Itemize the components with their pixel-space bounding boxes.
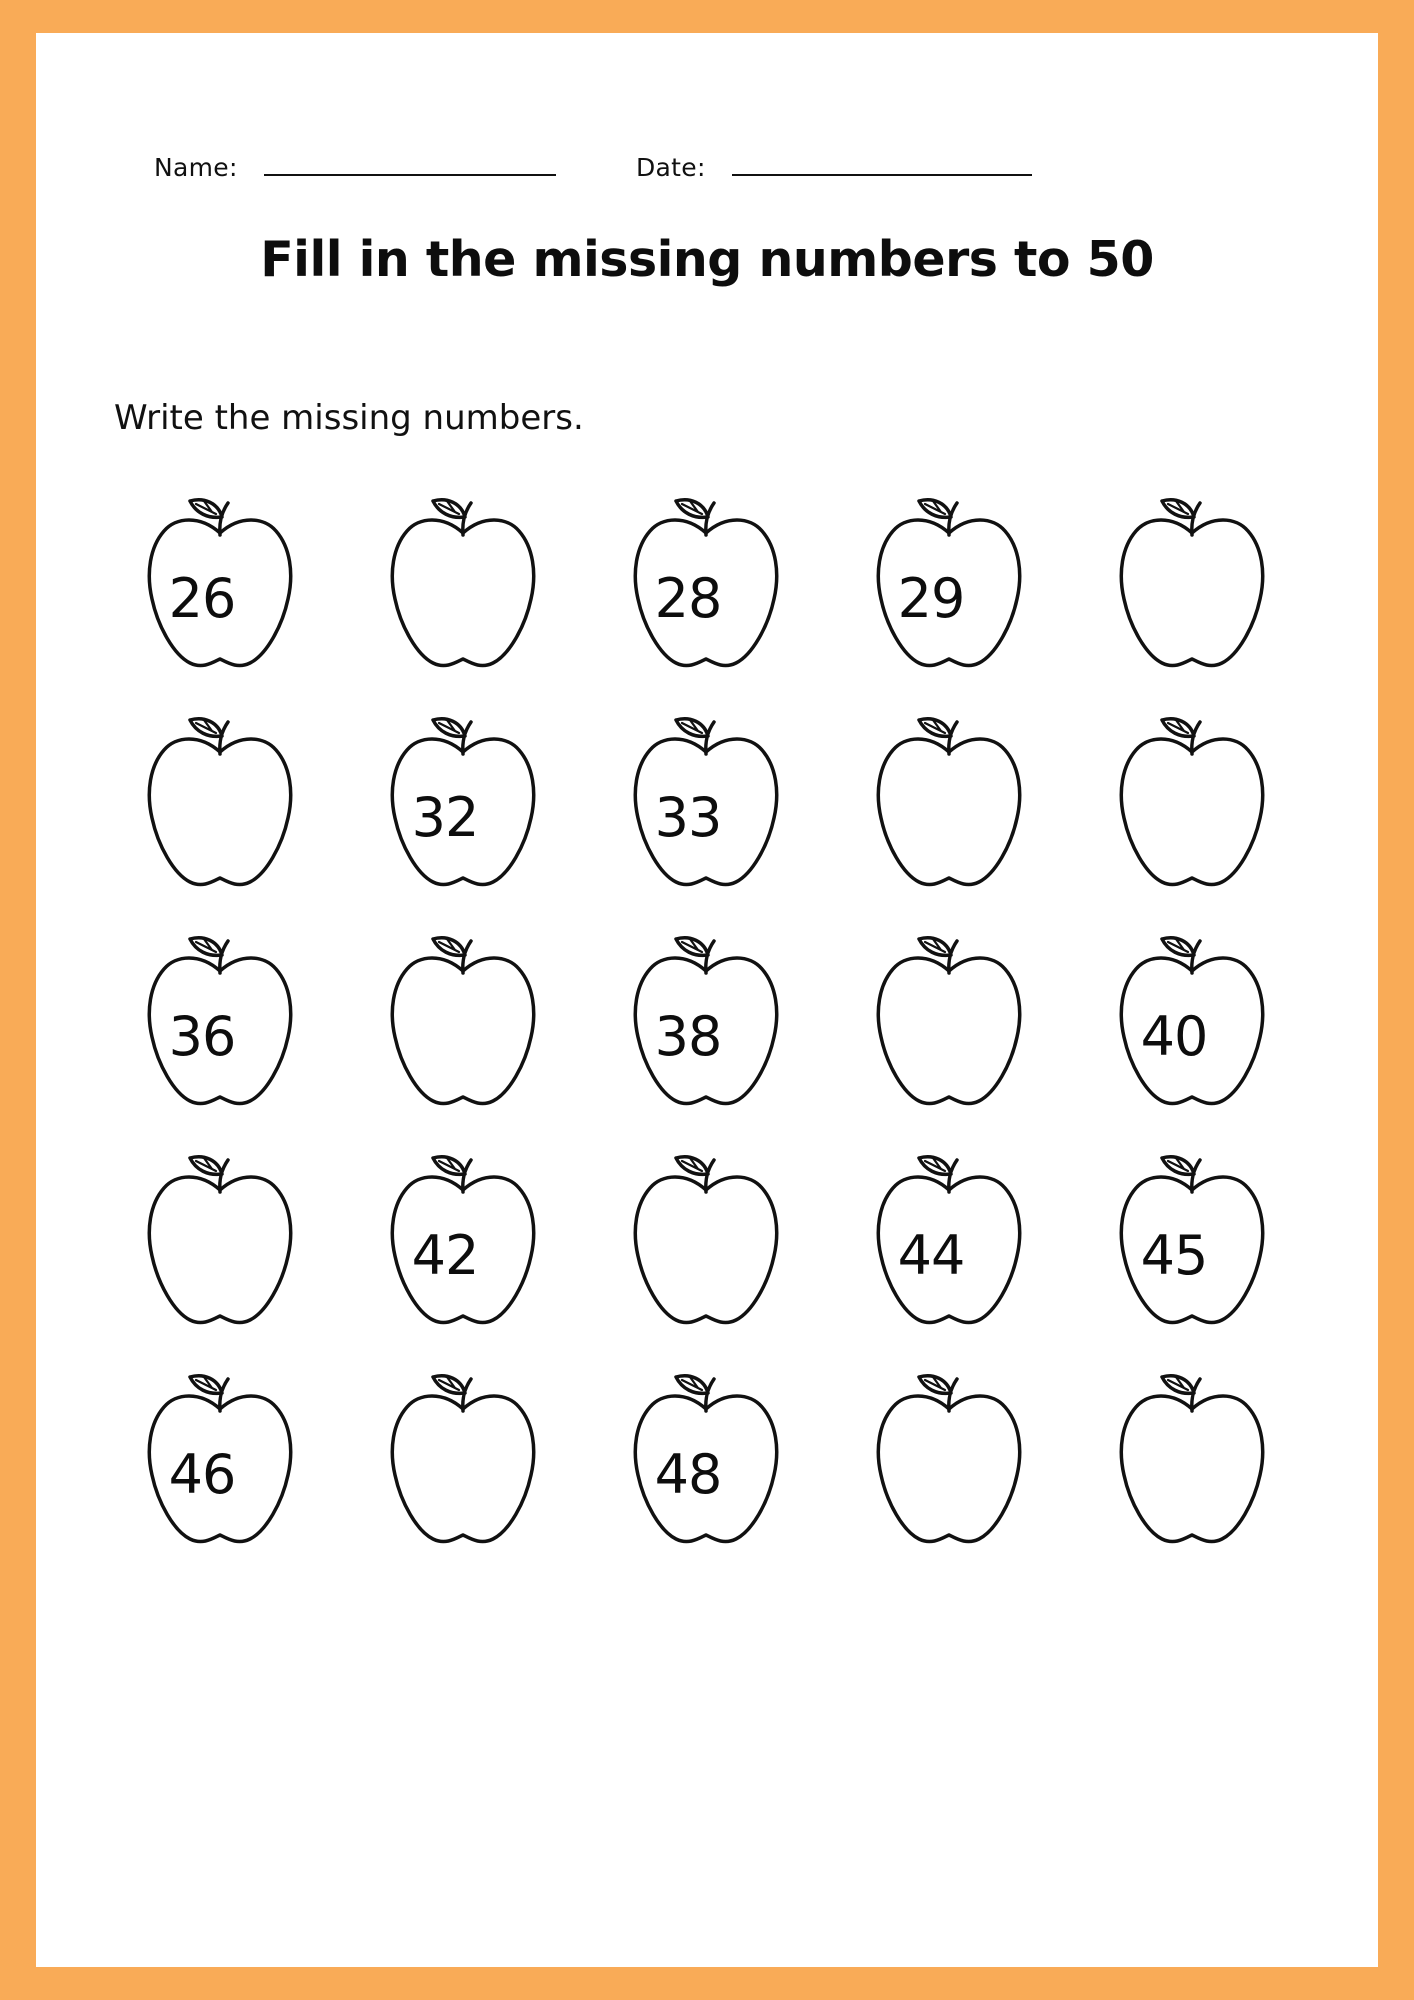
- apple-number: 40: [1140, 1004, 1208, 1068]
- apple-number: [341, 1357, 549, 1565]
- apple-cell[interactable]: [341, 700, 584, 919]
- apple-number: [98, 700, 306, 908]
- apple-number: 48: [654, 1442, 722, 1506]
- apple-cell[interactable]: [584, 481, 827, 700]
- apple-number: [98, 1138, 306, 1346]
- apple-cell[interactable]: [341, 919, 584, 1138]
- apple-cell[interactable]: [1070, 700, 1313, 919]
- apple-number: [341, 481, 549, 689]
- apple-number: 36: [168, 1004, 236, 1068]
- apple-number: 33: [654, 785, 722, 849]
- apple-cell[interactable]: [341, 1357, 584, 1576]
- apple-number: [827, 700, 1035, 908]
- date-field[interactable]: [636, 153, 1032, 182]
- apple-cell[interactable]: [584, 700, 827, 919]
- student-info-row: [36, 153, 1378, 203]
- apple-number: 46: [168, 1442, 236, 1506]
- date-input-line[interactable]: [732, 173, 1032, 176]
- apple-number: [827, 919, 1035, 1127]
- page-title: Fill in the missing numbers to 50: [260, 231, 1154, 288]
- apple-number: 29: [897, 566, 965, 630]
- apple-number: [341, 919, 549, 1127]
- apple-cell[interactable]: [98, 700, 341, 919]
- apple-number-grid: [98, 481, 1313, 1576]
- apple-number: 42: [411, 1223, 479, 1287]
- apple-number: [1070, 700, 1278, 908]
- apple-number: 26: [168, 566, 236, 630]
- apple-cell[interactable]: [827, 700, 1070, 919]
- date-label: Date:: [636, 153, 706, 182]
- name-input-line[interactable]: [264, 173, 556, 176]
- apple-number: [584, 1138, 792, 1346]
- apple-cell[interactable]: [98, 919, 341, 1138]
- apple-cell[interactable]: [584, 919, 827, 1138]
- apple-number: 28: [654, 566, 722, 630]
- apple-cell[interactable]: [584, 1138, 827, 1357]
- name-label: Name:: [154, 153, 238, 182]
- apple-cell[interactable]: [827, 1357, 1070, 1576]
- apple-cell[interactable]: [827, 919, 1070, 1138]
- apple-cell[interactable]: [827, 1138, 1070, 1357]
- apple-number: 38: [654, 1004, 722, 1068]
- apple-cell[interactable]: [1070, 919, 1313, 1138]
- apple-cell[interactable]: [1070, 1138, 1313, 1357]
- apple-cell[interactable]: [341, 1138, 584, 1357]
- apple-number: 44: [897, 1223, 965, 1287]
- apple-number: [1070, 481, 1278, 689]
- apple-cell[interactable]: [1070, 481, 1313, 700]
- apple-number: 45: [1140, 1223, 1208, 1287]
- name-field[interactable]: [154, 153, 556, 182]
- apple-cell[interactable]: [584, 1357, 827, 1576]
- apple-cell[interactable]: [341, 481, 584, 700]
- apple-cell[interactable]: [98, 481, 341, 700]
- apple-number: 32: [411, 785, 479, 849]
- apple-number: [1070, 1357, 1278, 1565]
- apple-cell[interactable]: [827, 481, 1070, 700]
- apple-number: [827, 1357, 1035, 1565]
- instruction-text: Write the missing numbers.: [114, 398, 584, 438]
- apple-cell[interactable]: [98, 1357, 341, 1576]
- apple-cell[interactable]: [1070, 1357, 1313, 1576]
- apple-cell[interactable]: [98, 1138, 341, 1357]
- worksheet-page: [36, 33, 1378, 1967]
